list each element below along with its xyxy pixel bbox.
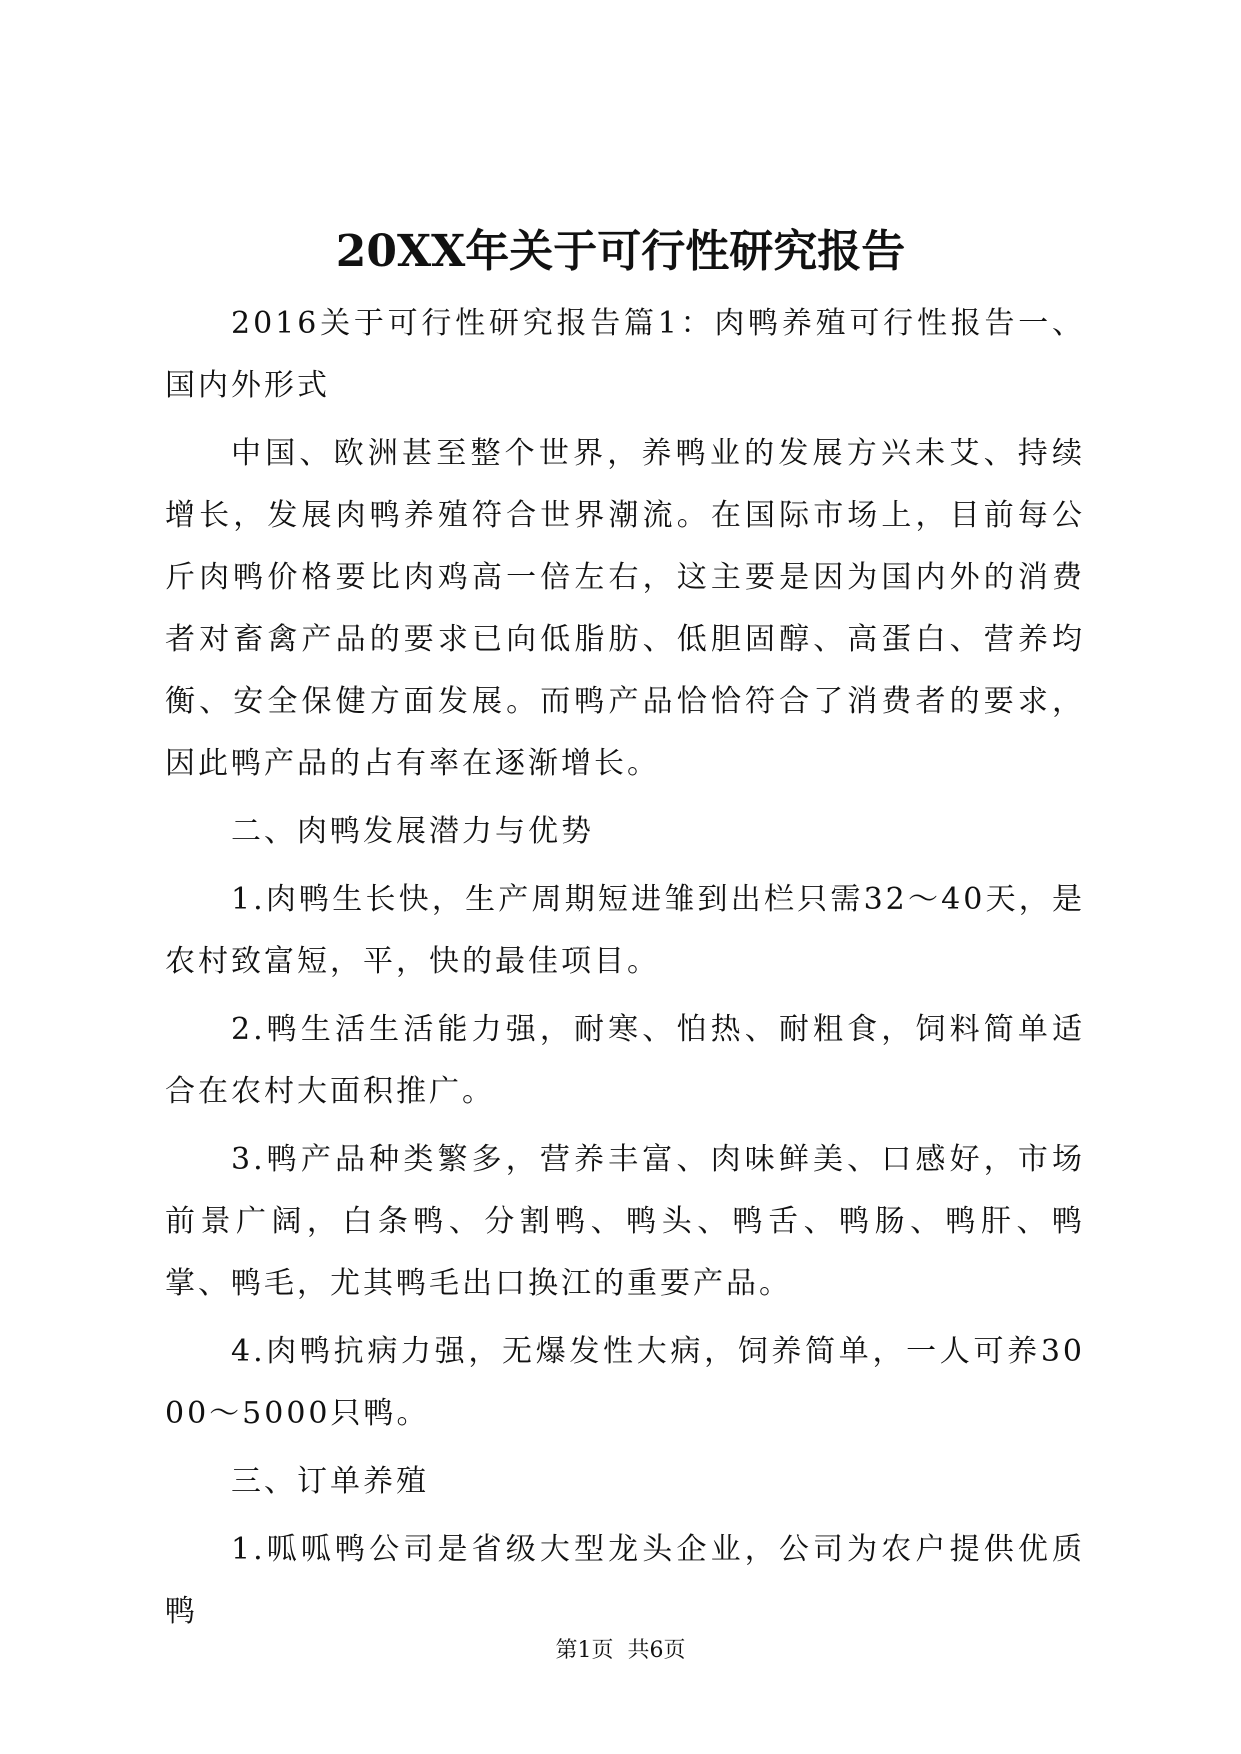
document-body	[165, 293, 1085, 1649]
paragraph: 2016关于可行性研究报告篇1：肉鸭养殖可行性报告一、国内外形式	[165, 306, 1085, 403]
page-footer	[0, 1636, 1241, 1666]
document-title: 20XX年关于可行性研究报告	[335, 226, 906, 277]
list-item: 3.鸭产品种类繁多，营养丰富、肉味鲜美、口感好，市场前景广阔，白条鸭、分割鸭、鸭头、鸭舌、鸭肠、鸭肝、鸭掌、鸭毛，尤其鸭毛出口换江的重要产品。	[165, 1142, 1085, 1301]
list-item: 1.呱呱鸭公司是省级大型龙头企业，公司为农户提供优质鸭	[165, 1532, 1085, 1629]
list-item: 2.鸭生活生活能力强，耐寒、怕热、耐粗食，饲料简单适合在农村大面积推广。	[165, 1012, 1085, 1109]
section-heading: 三、订单养殖	[231, 1464, 429, 1499]
paragraph: 中国、欧洲甚至整个世界，养鸭业的发展方兴未艾、持续增长，发展肉鸭养殖符合世界潮流。在国际市场上，目前每公斤肉鸭价格要比肉鸡高一倍左右，这主要是因为国内外的消费者对畜禽产品的要求已向低脂肪、低胆固醇、高蛋白、营养均衡、安全保健方面发展。而鸭产品恰恰符合了消费者的要求，因此鸭产品的占有率在逐渐增长。	[165, 436, 1085, 781]
page-number: 第1页	[555, 1638, 614, 1663]
list-item: 4.肉鸭抗病力强，无爆发性大病，饲养简单，一人可养3000～5000只鸭。	[165, 1334, 1085, 1431]
list-item: 1.肉鸭生长快，生产周期短进雏到出栏只需32～40天，是农村致富短，平，快的最佳项目。	[165, 882, 1085, 979]
page-total: 共6页	[627, 1638, 686, 1663]
section-heading: 二、肉鸭发展潜力与优势	[231, 814, 594, 849]
